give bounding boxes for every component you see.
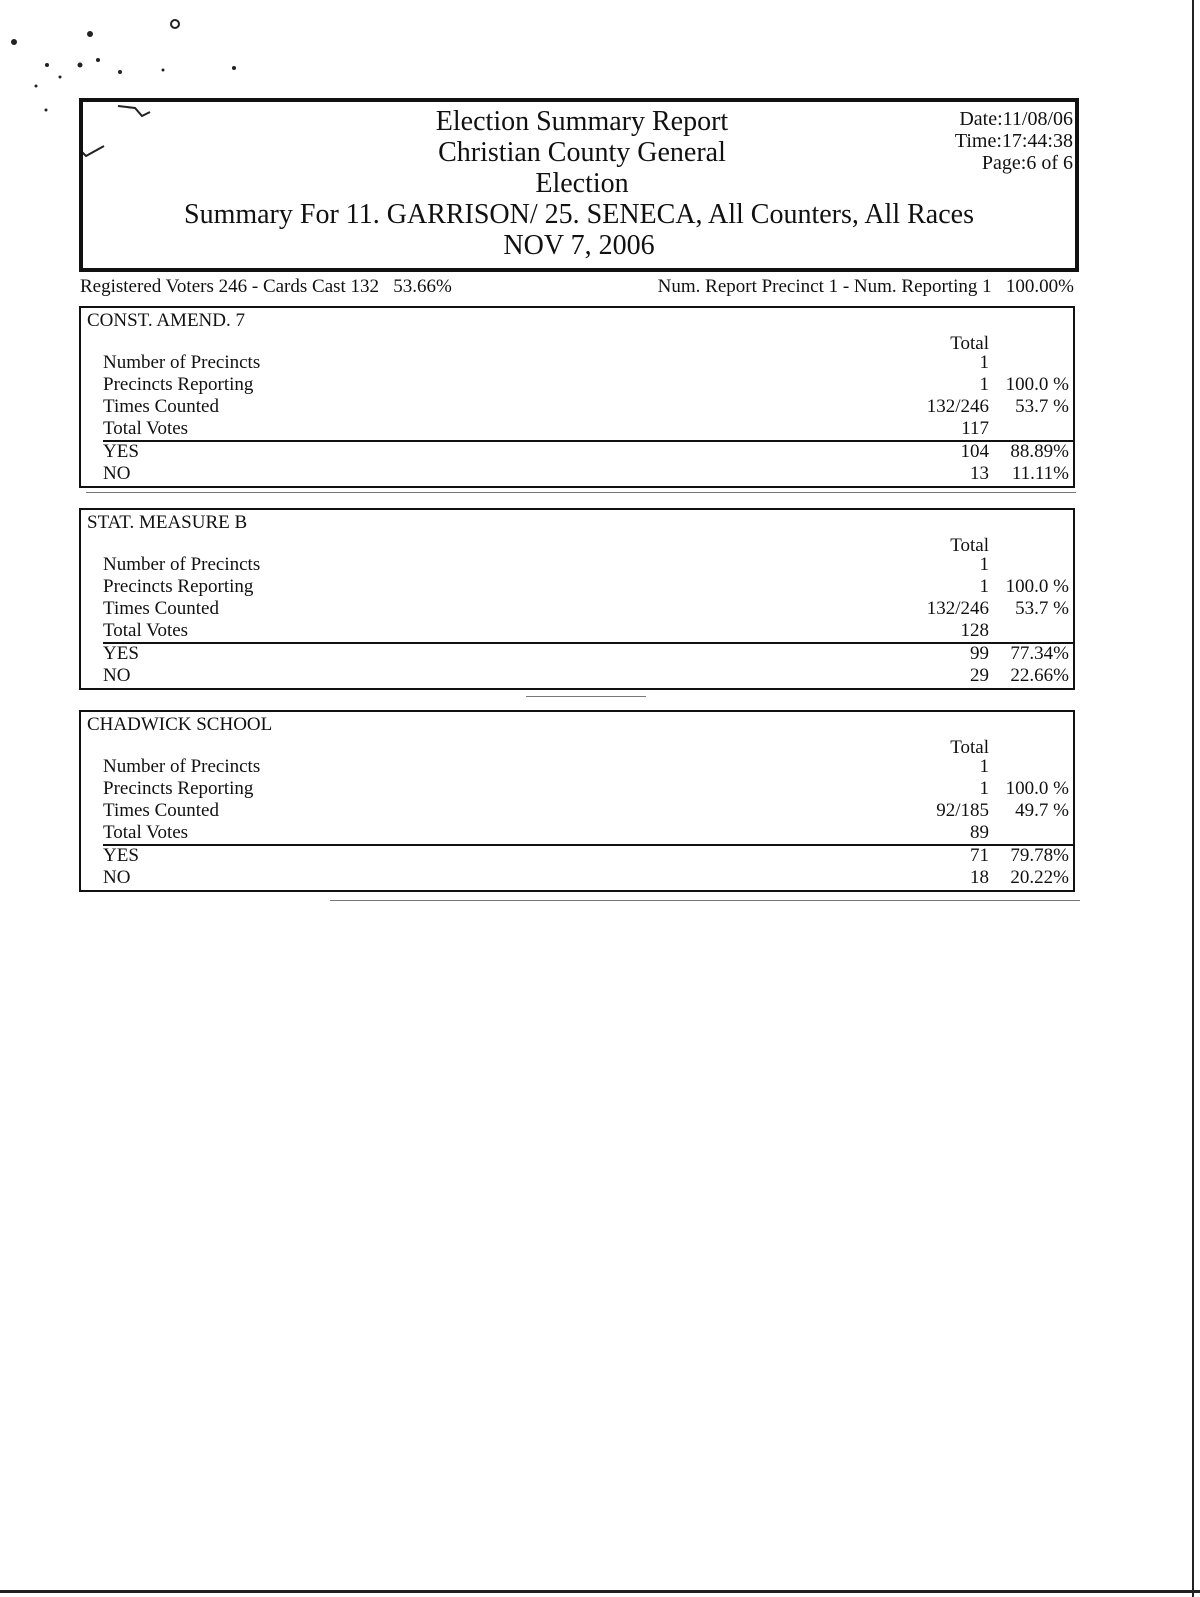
row-percent: 22.66% xyxy=(1010,665,1069,686)
row-label: YES xyxy=(103,643,139,664)
row-label: NO xyxy=(103,463,131,484)
table-row xyxy=(81,643,1073,665)
row-label: Number of Precincts xyxy=(103,756,261,777)
row-percent: 100.0 % xyxy=(1005,576,1069,597)
row-label: Number of Precincts xyxy=(103,554,261,575)
table-row xyxy=(81,800,1073,822)
row-label: Precincts Reporting xyxy=(103,576,254,597)
row-total: 1 xyxy=(979,352,989,373)
row-total: 104 xyxy=(960,441,989,462)
report-header xyxy=(79,98,1079,272)
row-label: Times Counted xyxy=(103,800,219,821)
table-row xyxy=(81,352,1073,374)
table-row xyxy=(81,598,1073,620)
total-column-header: Total xyxy=(950,333,989,354)
row-total: 128 xyxy=(960,620,989,641)
table-row xyxy=(81,374,1073,396)
registered-voters-summary: Registered Voters 246 - Cards Cast 132 53.66% xyxy=(80,276,452,297)
scan-smudge xyxy=(86,492,1076,493)
row-percent: 20.22% xyxy=(1010,867,1069,888)
row-total: 1 xyxy=(979,554,989,575)
row-total: 89 xyxy=(970,822,989,843)
report-meta xyxy=(955,108,1073,174)
scan-smudge xyxy=(526,696,646,697)
row-total: 132/246 xyxy=(926,598,989,619)
race-chadwick-school xyxy=(79,710,1075,892)
row-percent: 79.78% xyxy=(1010,845,1069,866)
table-row xyxy=(81,867,1073,889)
table-row xyxy=(81,620,1073,642)
row-total: 1 xyxy=(979,778,989,799)
row-percent: 49.7 % xyxy=(1015,800,1069,821)
scan-smudge xyxy=(330,900,1080,901)
row-label: YES xyxy=(103,845,139,866)
row-total: 117 xyxy=(961,418,989,439)
row-total: 1 xyxy=(979,576,989,597)
page-edge xyxy=(1192,0,1194,1597)
report-date: Date:11/08/06 xyxy=(959,108,1073,130)
row-total: 1 xyxy=(979,374,989,395)
row-percent: 53.7 % xyxy=(1015,396,1069,417)
row-label: Total Votes xyxy=(103,822,189,843)
row-total: 92/185 xyxy=(936,800,989,821)
row-percent: 100.0 % xyxy=(1005,374,1069,395)
title-line: Election Summary Report xyxy=(435,106,729,137)
title-line: Christian County General xyxy=(438,137,726,168)
row-label: Times Counted xyxy=(103,396,219,417)
page-edge xyxy=(0,1590,1200,1593)
table-row xyxy=(81,845,1073,867)
row-label: Total Votes xyxy=(103,620,189,641)
row-label: Total Votes xyxy=(103,418,189,439)
row-percent: 53.7 % xyxy=(1015,598,1069,619)
table-row xyxy=(81,554,1073,576)
row-total: 1 xyxy=(979,756,989,777)
report-subtitle: Summary For 11. GARRISON/ 25. SENECA, All Counters, All Races xyxy=(184,199,974,230)
table-row xyxy=(81,576,1073,598)
report-title xyxy=(83,106,1075,261)
row-label: YES xyxy=(103,441,139,462)
row-total: 29 xyxy=(970,665,989,686)
total-column-header: Total xyxy=(950,535,989,556)
report-time: Time:17:44:38 xyxy=(954,130,1073,152)
row-label: NO xyxy=(103,867,131,888)
table-row xyxy=(81,396,1073,418)
reporting-summary: Num. Report Precinct 1 - Num. Reporting 1 100.00% xyxy=(657,276,1074,297)
page-number: Page:6 of 6 xyxy=(981,152,1073,174)
row-label: Number of Precincts xyxy=(103,352,261,373)
row-total: 18 xyxy=(970,867,989,888)
row-percent: 88.89% xyxy=(1010,441,1069,462)
row-total: 99 xyxy=(970,643,989,664)
row-percent: 77.34% xyxy=(1010,643,1069,664)
race-stat-measure-b xyxy=(79,508,1075,690)
race-title: CONST. AMEND. 7 xyxy=(87,310,245,331)
table-row xyxy=(81,822,1073,844)
table-row xyxy=(81,756,1073,778)
row-label: NO xyxy=(103,665,131,686)
table-row xyxy=(81,441,1073,463)
row-total: 132/246 xyxy=(926,396,989,417)
row-label: Precincts Reporting xyxy=(103,374,254,395)
race-const-amend-7 xyxy=(79,306,1075,488)
title-line: Election xyxy=(535,168,629,199)
row-total: 71 xyxy=(970,845,989,866)
table-row xyxy=(81,778,1073,800)
race-title: CHADWICK SCHOOL xyxy=(87,714,273,735)
table-row xyxy=(81,463,1073,485)
election-date: NOV 7, 2006 xyxy=(503,230,655,261)
row-label: Times Counted xyxy=(103,598,219,619)
row-label: Precincts Reporting xyxy=(103,778,254,799)
table-row xyxy=(81,418,1073,440)
race-title: STAT. MEASURE B xyxy=(87,512,248,533)
row-percent: 100.0 % xyxy=(1005,778,1069,799)
table-row xyxy=(81,665,1073,687)
row-percent: 11.11% xyxy=(1011,463,1069,484)
total-column-header: Total xyxy=(950,737,989,758)
row-total: 13 xyxy=(970,463,989,484)
